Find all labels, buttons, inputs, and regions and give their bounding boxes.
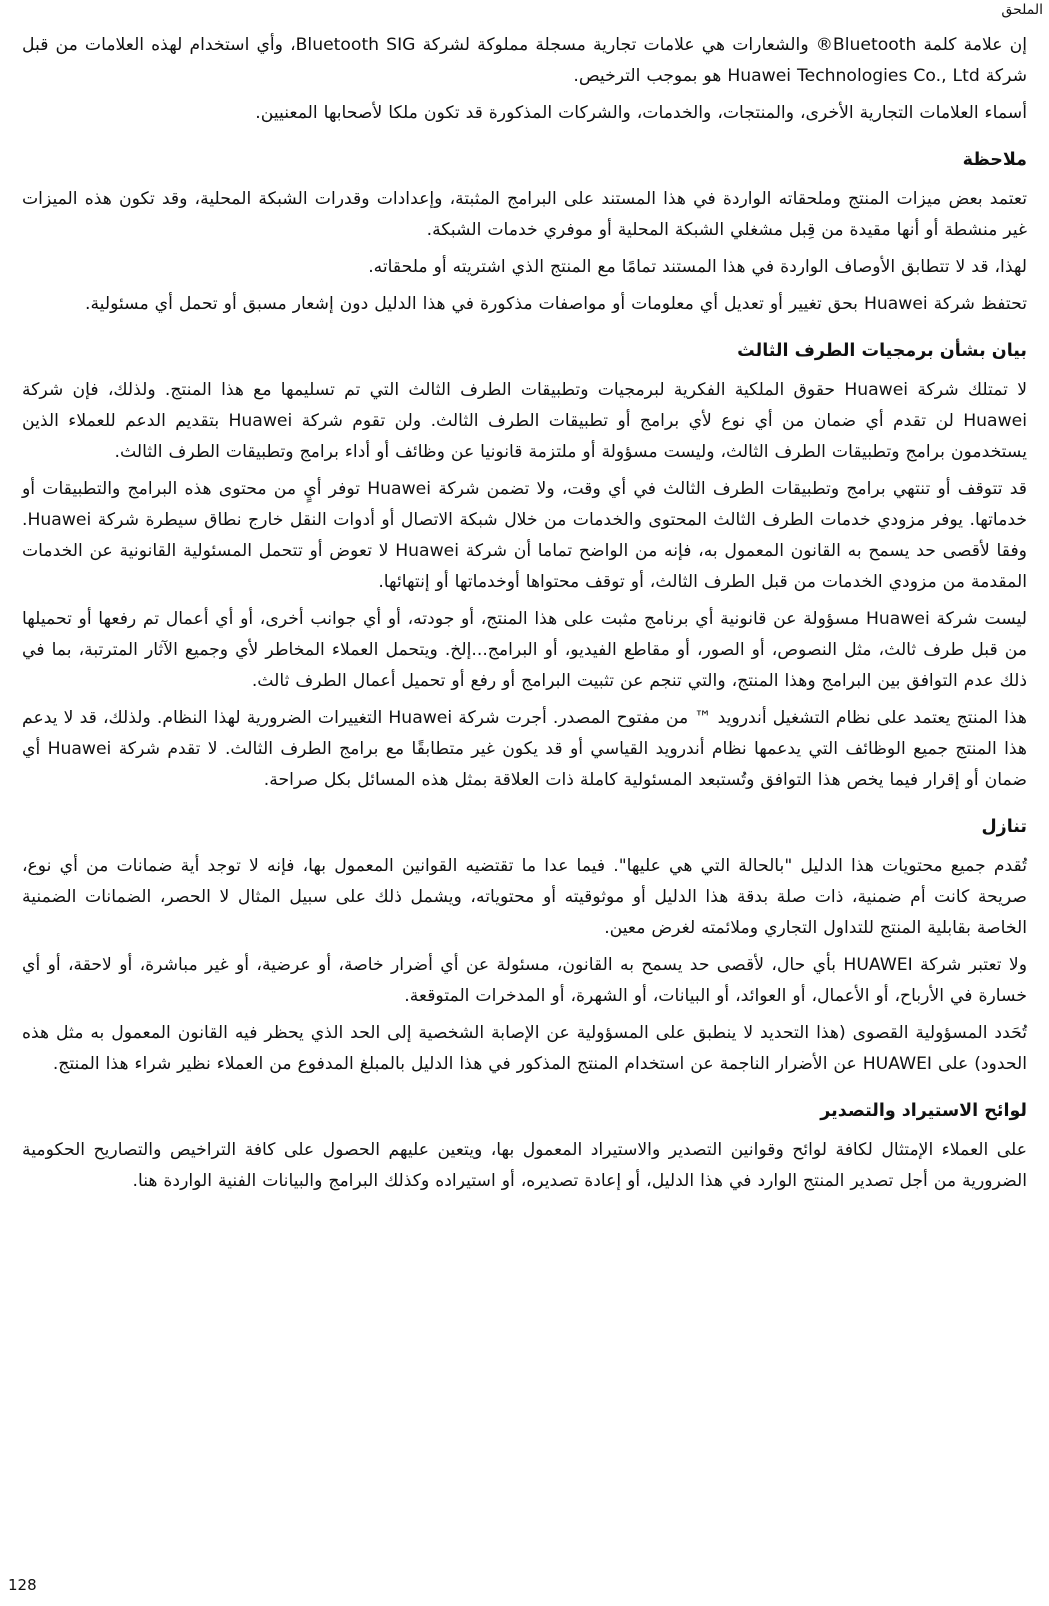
- disclaimer-section: [22, 812, 1027, 1080]
- notice-paragraph-2: لهذا، قد لا تتطابق الأوصاف الواردة في هذا المستند تمامًا مع المنتج الذي اشتريته أو ملحقاته.: [368, 257, 1027, 277]
- notice-heading: ملاحظة: [962, 150, 1027, 170]
- export-section: [22, 1096, 1027, 1197]
- notice-paragraph-3: تحتفظ شركة Huawei بحق تغيير أو تعديل أي معلومات أو مواصفات مذكورة في هذا الدليل دون إشعار مسبق أو تحمل أي مسئولية.: [85, 294, 1027, 314]
- export-paragraph-1: على العملاء الإمتثال لكافة لوائح وقوانين التصدير والاستيراد المعمول بها، ويتعين عليهم الحصول على كافة التراخيص والتصاريح الحكومية الضرورية من أجل تصدير المنتج الوارد في هذا الدليل، أو إعادة تصديره، أو استيراده وكذلك البرامج والبيانات الفنية الواردة هنا.: [22, 1140, 1027, 1191]
- third-party-paragraph-2: قد تتوقف أو تنتهي برامج وتطبيقات الطرف الثالث في أي وقت، ولا تضمن شركة Huawei توفر أيٍ من محتوى هذه البرامج والتطبيقات أو خدماتها. يوفر مزودي خدمات الطرف الثالث المحتوى والخدمات من خلال شبكة الاتصال أو أدوات النقل خارج نطاق سيطرة شركة Huawei. وفقا لأقصى حد يسمح به القانون المعمول به، فإنه من الواضح تماما أن شركة Huawei لا تعوض أو تتحمل المسئولية القانونية عن الخدمات المقدمة من مزودي الخدمات من قبل الطرف الثالث، أو توقف محتواها أوخدماتها أو إنتهائها.: [22, 479, 1027, 592]
- notice-section: [22, 145, 1027, 320]
- disclaimer-paragraph-3: تُحَدد المسؤولية القصوى (هذا التحديد لا ينطبق على المسؤولية عن الإصابة الشخصية إلى الحد الذي يحظر فيه القانون المعمول به مثل هذه الحدود) على HUAWEI عن الأضرار الناجمة عن استخدام المنتج المذكور في هذا الدليل بالمبلغ المدفوع من العملاء نظير شراء هذا المنتج.: [22, 1023, 1027, 1074]
- third-party-paragraph-4: هذا المنتج يعتمد على نظام التشغيل أندرويد ™ من مفتوح المصدر. أجرت شركة Huawei التغييرات الضرورية لهذا النظام. ولذلك، قد لا يدعم هذا المنتج جميع الوظائف التي يدعمها نظام أندرويد القياسي أو قد يكون غير متطابقًا مع برامج الطرف الثالث. لا تقدم شركة Huawei أي ضمان أو إقرار فيما يخص هذا التوافق وتُستبعد المسئولية كاملة ذات العلاقة بمثل هذه المسائل بكل صراحة.: [22, 708, 1027, 790]
- disclaimer-paragraph-2: ولا تعتبر شركة HUAWEI بأي حال، لأقصى حد يسمح به القانون، مسئولة عن أي أضرار خاصة، أو عرضية، أو غير مباشرة، أو لاحقة، أو أي خسارة في الأرباح، أو الأعمال، أو العوائد، أو البيانات، أو الشهرة، أو المدخرات المتوقعة.: [22, 955, 1027, 1006]
- section-header-label: الملحق: [1001, 2, 1043, 18]
- page-number: 128: [8, 1576, 37, 1594]
- third-party-paragraph-3: ليست شركة Huawei مسؤولة عن قانونية أي برنامج مثبت على هذا المنتج، أو جودته، أو أي جوانب أخرى، أو أي أعمال تم رفعها أو تحميلها من قبل طرف ثالث، مثل النصوص، أو الصور، أو مقاطع الفيديو، أو البرامج...إلخ. ويتحمل العملاء المخاطر لأي وجميع الآثار المترتبة، بما في ذلك عدم التوافق بين البرامج وهذا المنتج، والتي تنجم عن تثبيت البرامج أو رفع أو تحميل أعمال الطرف ثالث.: [22, 609, 1028, 691]
- trademark-paragraph-1: إن علامة كلمة Bluetooth® والشعارات هي علامات تجارية مسجلة مملوكة لشركة Bluetooth SIG، وأي استخدام لهذه العلامات من قبل شركة Huawei Technologies Co., Ltd هو بموجب الترخيص.: [22, 35, 1028, 86]
- trademarks-section: [22, 30, 1027, 129]
- disclaimer-paragraph-1: تُقدم جميع محتويات هذا الدليل "بالحالة التي هي عليها". فيما عدا ما تقتضيه القوانين المعمول بها، فإنه لا توجد أية ضمانات من أي نوع، صريحة كانت أم ضمنية، ذات صلة بدقة هذا الدليل أو موثوقيته أو محتوياته، ويشمل ذلك على سبيل المثال لا الحصر، الضمانات الضمنية الخاصة بقابلية المنتج للتداول التجاري وملائمته لغرض معين.: [22, 856, 1027, 938]
- third-party-section: [22, 336, 1027, 796]
- disclaimer-heading: تنازل: [981, 817, 1027, 837]
- export-heading: لوائح الاستيراد والتصدير: [820, 1101, 1027, 1121]
- document-body: [22, 30, 1027, 1203]
- trademark-paragraph-2: أسماء العلامات التجارية الأخرى، والمنتجات، والخدمات، والشركات المذكورة قد تكون ملكا لأصحابها المعنيين.: [255, 103, 1027, 123]
- third-party-paragraph-1: لا تمتلك شركة Huawei حقوق الملكية الفكرية لبرمجيات وتطبيقات الطرف الثالث التي تم تسليمها مع هذا المنتج. ولذلك، فإن شركة Huawei لن تقدم أي ضمان من أي نوع لأي برامج أو تطبيقات الطرف الثالث. ولن تقوم شركة Huawei بتقديم الدعم للعملاء الذين يستخدمون برامج وتطبيقات الطرف الثالث، وليست مسؤولة أو ملتزمة قانونيا عن وظائف أو أداء برامج وتطبيقات الطرف الثالث.: [22, 380, 1027, 462]
- third-party-heading: بيان بشأن برمجيات الطرف الثالث: [737, 341, 1027, 361]
- notice-paragraph-1: تعتمد بعض ميزات المنتج وملحقاته الواردة في هذا المستند على البرامج المثبتة، وإعدادات وقدرات الشبكة المحلية، وقد تكون هذه الميزات غير منشطة أو أنها مقيدة من قِبل مشغلي الشبكة المحلية أو موفري خدمات الشبكة.: [22, 189, 1027, 240]
